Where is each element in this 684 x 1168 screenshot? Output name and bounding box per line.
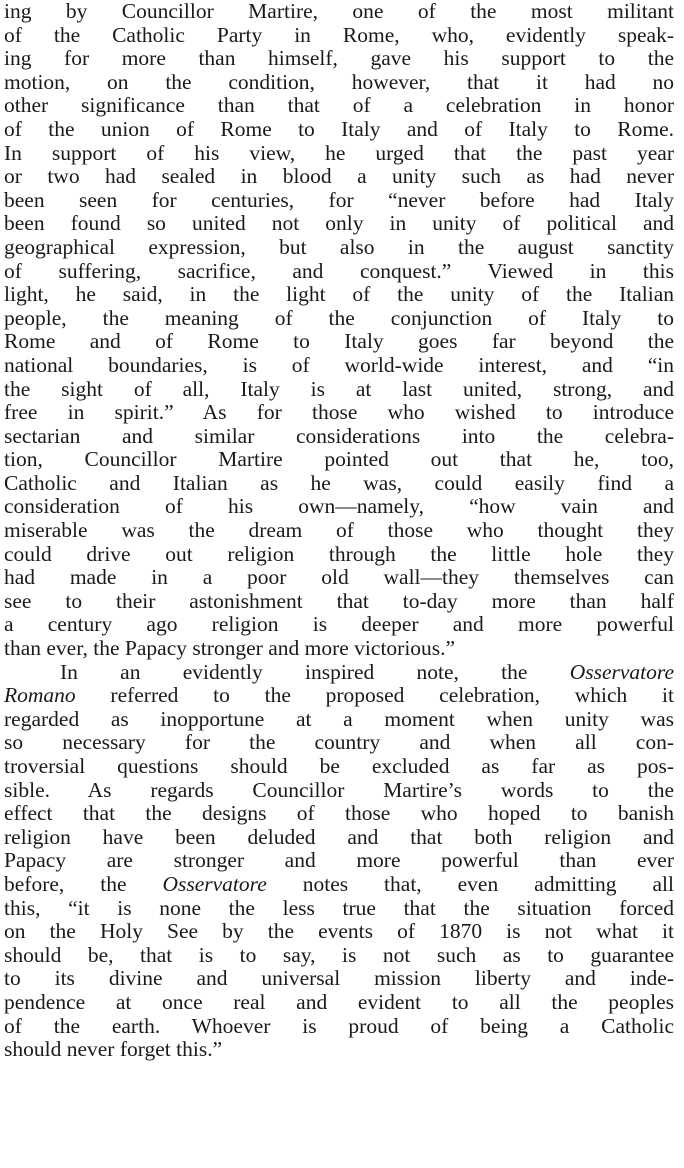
text-line: regarded as inopportune at a moment when unity was	[4, 706, 674, 731]
text-line: religion have been deluded and that both religion and	[4, 824, 674, 849]
text-line: consideration of his own—namely, “how vain and	[4, 494, 674, 519]
text-line	[4, 661, 674, 685]
text-run: notes that, even admitting all	[266, 871, 675, 896]
text-line: other significance than that of a celebration in honor	[4, 93, 674, 118]
text-line: a century ago religion is deeper and more powerful	[4, 612, 674, 637]
text-line: effect that the designs of those who hoped to banish	[4, 801, 674, 826]
text-line: national boundaries, is of world-wide interest, and “in	[4, 352, 674, 377]
text-line: should never forget this.”	[4, 1037, 223, 1062]
text-line: of suffering, sacrifice, and conquest.” Viewed in this	[4, 258, 674, 283]
text-line: of the Catholic Party in Rome, who, evidently speak-	[4, 22, 674, 47]
text-line: been found so united not only in unity of political and	[4, 211, 674, 236]
text-line: to its divine and universal mission liberty and inde-	[4, 966, 674, 991]
text-line: on the Holy See by the events of 1870 is not what it	[4, 919, 674, 944]
text-line: of the union of Rome to Italy and of Italy to Rome.	[4, 116, 674, 141]
text-line: could drive out religion through the little hole they	[4, 541, 674, 566]
text-run: In an evidently inspired note, the	[60, 659, 570, 684]
text-line: or two had sealed in blood a unity such as had never	[4, 164, 674, 189]
text-line: miserable was the dream of those who thought they	[4, 518, 674, 543]
text-line: been seen for centuries, for “never before had Italy	[4, 187, 674, 212]
text-line: sible. As regards Councillor Martire’s words to the	[4, 777, 674, 802]
text-line: see to their astonishment that to-day more than half	[4, 588, 674, 613]
text-line: than ever, the Papacy stronger and more victorious.”	[4, 636, 456, 661]
text-run: before, the	[4, 871, 163, 896]
text-line: of the earth. Whoever is proud of being a Catholic	[4, 1013, 674, 1038]
text-line	[4, 873, 674, 897]
text-line: people, the meaning of the conjunction of Italy to	[4, 305, 674, 330]
newspaper-title: Romano	[4, 683, 76, 708]
text-line: had made in a poor old wall—they themselves can	[4, 565, 674, 590]
newspaper-title: Osservatore	[569, 659, 674, 684]
paragraph-osservatore-note	[4, 661, 674, 1062]
text-line: motion, on the condition, however, that it had no	[4, 69, 674, 94]
text-line: ing by Councillor Martire, one of the most militant	[4, 0, 674, 23]
text-line: Catholic and Italian as he was, could easily find a	[4, 470, 674, 495]
text-line	[4, 684, 674, 708]
text-line: ing for more than himself, gave his support to the	[4, 46, 674, 71]
text-line: Papacy are stronger and more powerful than ever	[4, 848, 674, 873]
text-line: free in spirit.” As for those who wished to introduce	[4, 400, 674, 425]
text-line: sectarian and similar considerations into the celebra-	[4, 423, 674, 448]
text-line: troversial questions should be excluded as far as pos-	[4, 754, 674, 778]
text-run: referred to the proposed celebration, which it	[75, 683, 674, 708]
text-line: should be, that is to say, is not such as to guarantee	[4, 942, 674, 967]
text-line: In support of his view, he urged that the past year	[4, 140, 674, 165]
text-line: the sight of all, Italy is at last united, strong, and	[4, 376, 674, 401]
text-line: so necessary for the country and when all con-	[4, 730, 674, 755]
text-line: pendence at once real and evident to all the peoples	[4, 989, 674, 1014]
text-line: tion, Councillor Martire pointed out that he, too,	[4, 447, 674, 472]
text-line: light, he said, in the light of the unity of the Italian	[4, 282, 674, 307]
text-line: this, “it is none the less true that the situation forced	[4, 895, 674, 920]
newspaper-title: Osservatore	[162, 871, 267, 896]
text-line: geographical expression, but also in the august sanctity	[4, 234, 674, 259]
text-line: Rome and of Rome to Italy goes far beyond the	[4, 329, 674, 354]
paragraph-councillor-martire	[4, 0, 674, 661]
